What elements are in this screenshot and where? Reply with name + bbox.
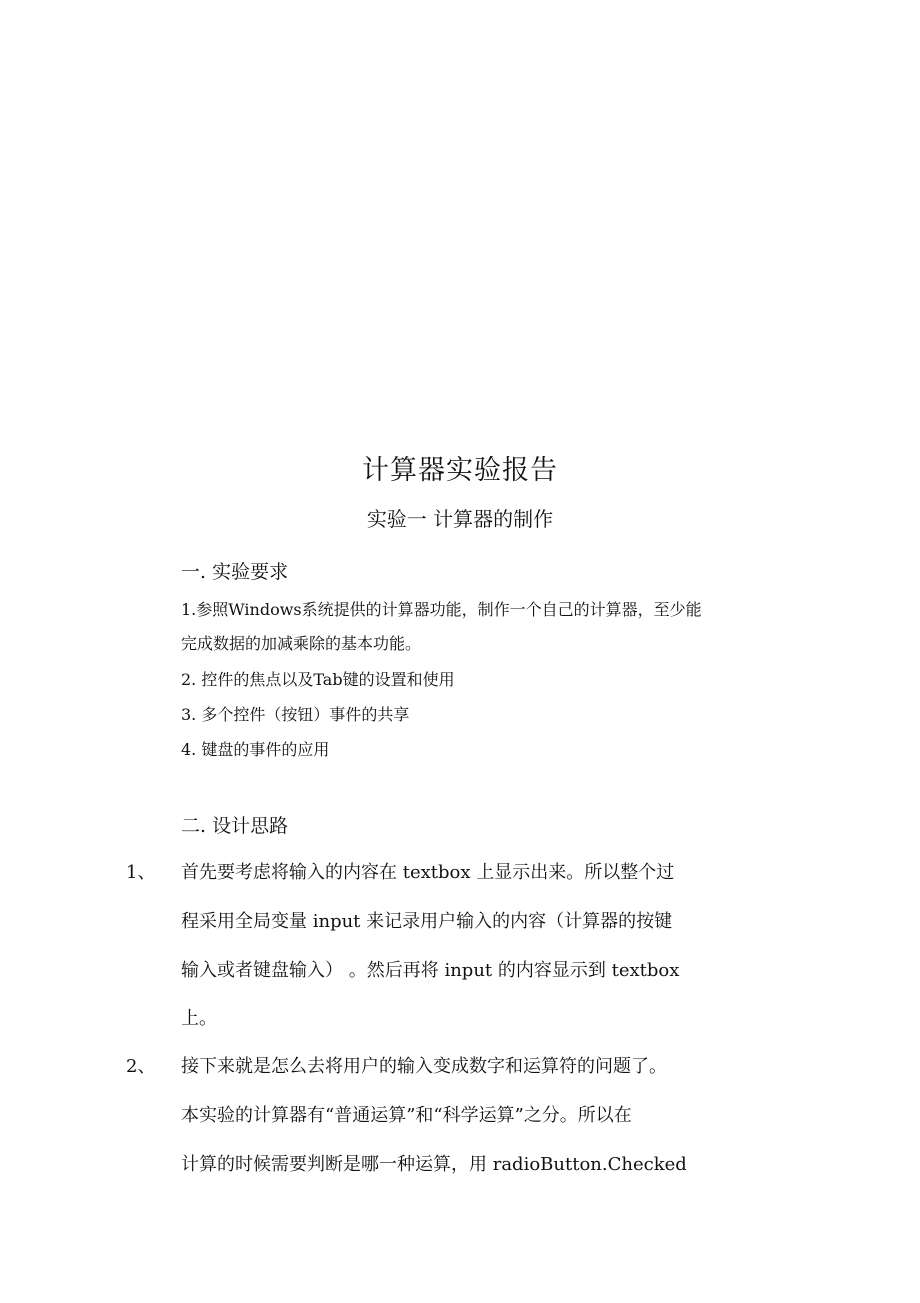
paragraph-line: 接下来就是怎么去将用户的输入变成数字和运算符的问题了。 (181, 1056, 667, 1077)
requirement-line: 完成数据的加减乘除的基本功能。 (181, 634, 422, 653)
section-heading-design: 二. 设计思路 (181, 815, 289, 837)
paragraph-line: 本实验的计算器有“普通运算”和“科学运算”之分。所以在 (181, 1105, 632, 1126)
point-number: 2、 (126, 1056, 156, 1077)
requirement-line: 4. 键盘的事件的应用 (181, 740, 330, 759)
requirement-line: 2. 控件的焦点以及Tab键的设置和使用 (181, 670, 455, 689)
section-heading-requirements: 一. 实验要求 (181, 561, 289, 583)
paragraph-line: 上。 (181, 1008, 217, 1029)
report-subtitle: 实验一 计算器的制作 (366, 507, 554, 531)
requirement-line: 1.参照Windows系统提供的计算器功能，制作一个自己的计算器，至少能 (181, 600, 702, 619)
paragraph-line: 计算的时候需要判断是哪一种运算，用 radioButton.Checked (181, 1154, 687, 1175)
point-number: 1、 (126, 862, 156, 883)
paragraph-line: 输入或者键盘输入） 。然后再将 input 的内容显示到 textbox (181, 960, 680, 981)
report-title: 计算器实验报告 (362, 455, 558, 486)
requirement-line: 3. 多个控件（按钮）事件的共享 (181, 705, 410, 724)
paragraph-line: 程采用全局变量 input 来记录用户输入的内容（计算器的按键 (181, 911, 673, 932)
paragraph-line: 首先要考虑将输入的内容在 textbox 上显示出来。所以整个过 (181, 862, 675, 883)
